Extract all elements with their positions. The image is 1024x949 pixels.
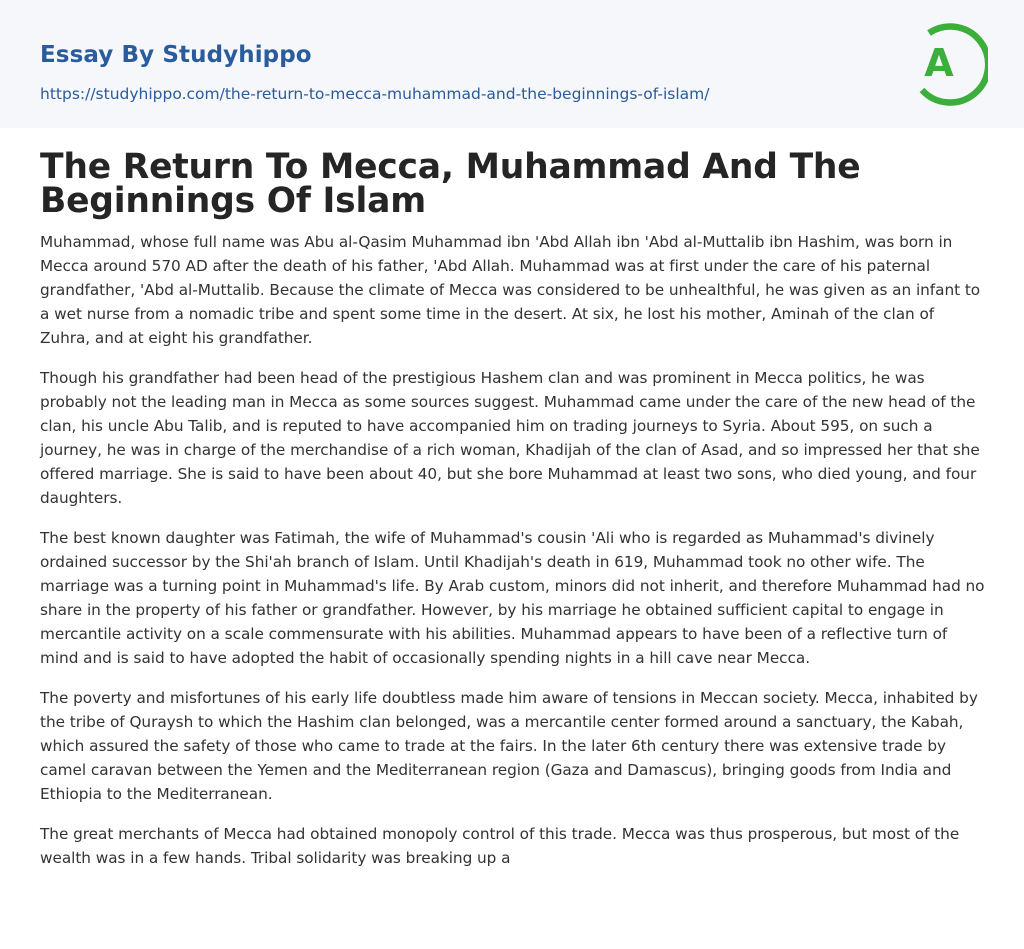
- site-brand[interactable]: Essay By Studyhippo: [40, 42, 312, 68]
- essay-paragraph: Though his grandfather had been head of the prestigious Hashem clan and was prominent in Mecca politics, he was probably not the leading man in Mecca as some sources suggest. Muhammad came under the care of the new head of the clan, his uncle Abu Talib, and is reputed to have accompanied him on trading journeys to Syria. About 595, on such a journey, he was in charge of the merchandise of a rich woman, Khadijah of the clan of Asad, and so impressed her that she offered marriage. She is said to have been about 40, but she bore Muhammad at least two sons, who died young, and four daughters.: [40, 369, 980, 507]
- essay-paragraph: The great merchants of Mecca had obtained monopoly control of this trade. Mecca was thus prosperous, but most of the wealth was in a few hands. Tribal solidarity was breaking up a: [40, 825, 960, 867]
- logo-letter: A: [924, 41, 954, 85]
- essay-paragraph: The poverty and misfortunes of his early life doubtless made him aware of tensions in Meccan society. Mecca, inhabited by the tribe of Quraysh to which the Hashim clan belonged, was a mercantile center formed around a sanctuary, the Kabah, which assured the safety of those who came to trade at the fairs. In the later 6th century there was extensive trade by camel caravan between the Yemen and the Mediterranean region (Gaza and Damascus), bringing goods from India and Ethiopia to the Mediterranean.: [40, 689, 978, 803]
- studyhippo-logo-icon[interactable]: [912, 18, 988, 108]
- page-url-link[interactable]: https://studyhippo.com/the-return-to-mecca-muhammad-and-the-beginnings-of-islam/: [40, 85, 710, 103]
- essay-paragraph: Muhammad, whose full name was Abu al-Qasim Muhammad ibn 'Abd Allah ibn 'Abd al-Muttalib ibn Hashim, was born in Mecca around 570 AD after the death of his father, 'Abd Allah. Muhammad was at first under the care of his paternal grandfather, 'Abd al-Muttalib. Because the climate of Mecca was considered to be unhealthful, he was given as an infant to a wet nurse from a nomadic tribe and spent some time in the desert. At six, he lost his mother, Aminah of the clan of Zuhra, and at eight his grandfather.: [40, 233, 981, 347]
- essay-paragraph: The best known daughter was Fatimah, the wife of Muhammad's cousin 'Ali who is regarded as Muhammad's divinely ordained successor by the Shi'ah branch of Islam. Until Khadijah's death in 619, Muhammad took no other wife. The marriage was a turning point in Muhammad's life. By Arab custom, minors did not inherit, and therefore Muhammad had no share in the property of his father or grandfather. However, by his marriage he obtained sufficient capital to engage in mercantile activity on a scale commensurate with his abilities. Muhammad appears to have been of a reflective turn of mind and is said to have adopted the habit of occasionally spending nights in a hill cave near Mecca.: [40, 529, 985, 667]
- site-header: [0, 0, 1024, 128]
- essay-title: The Return To Mecca, Muhammad And The Beginnings Of Islam: [40, 147, 861, 221]
- essay-content: [40, 147, 988, 870]
